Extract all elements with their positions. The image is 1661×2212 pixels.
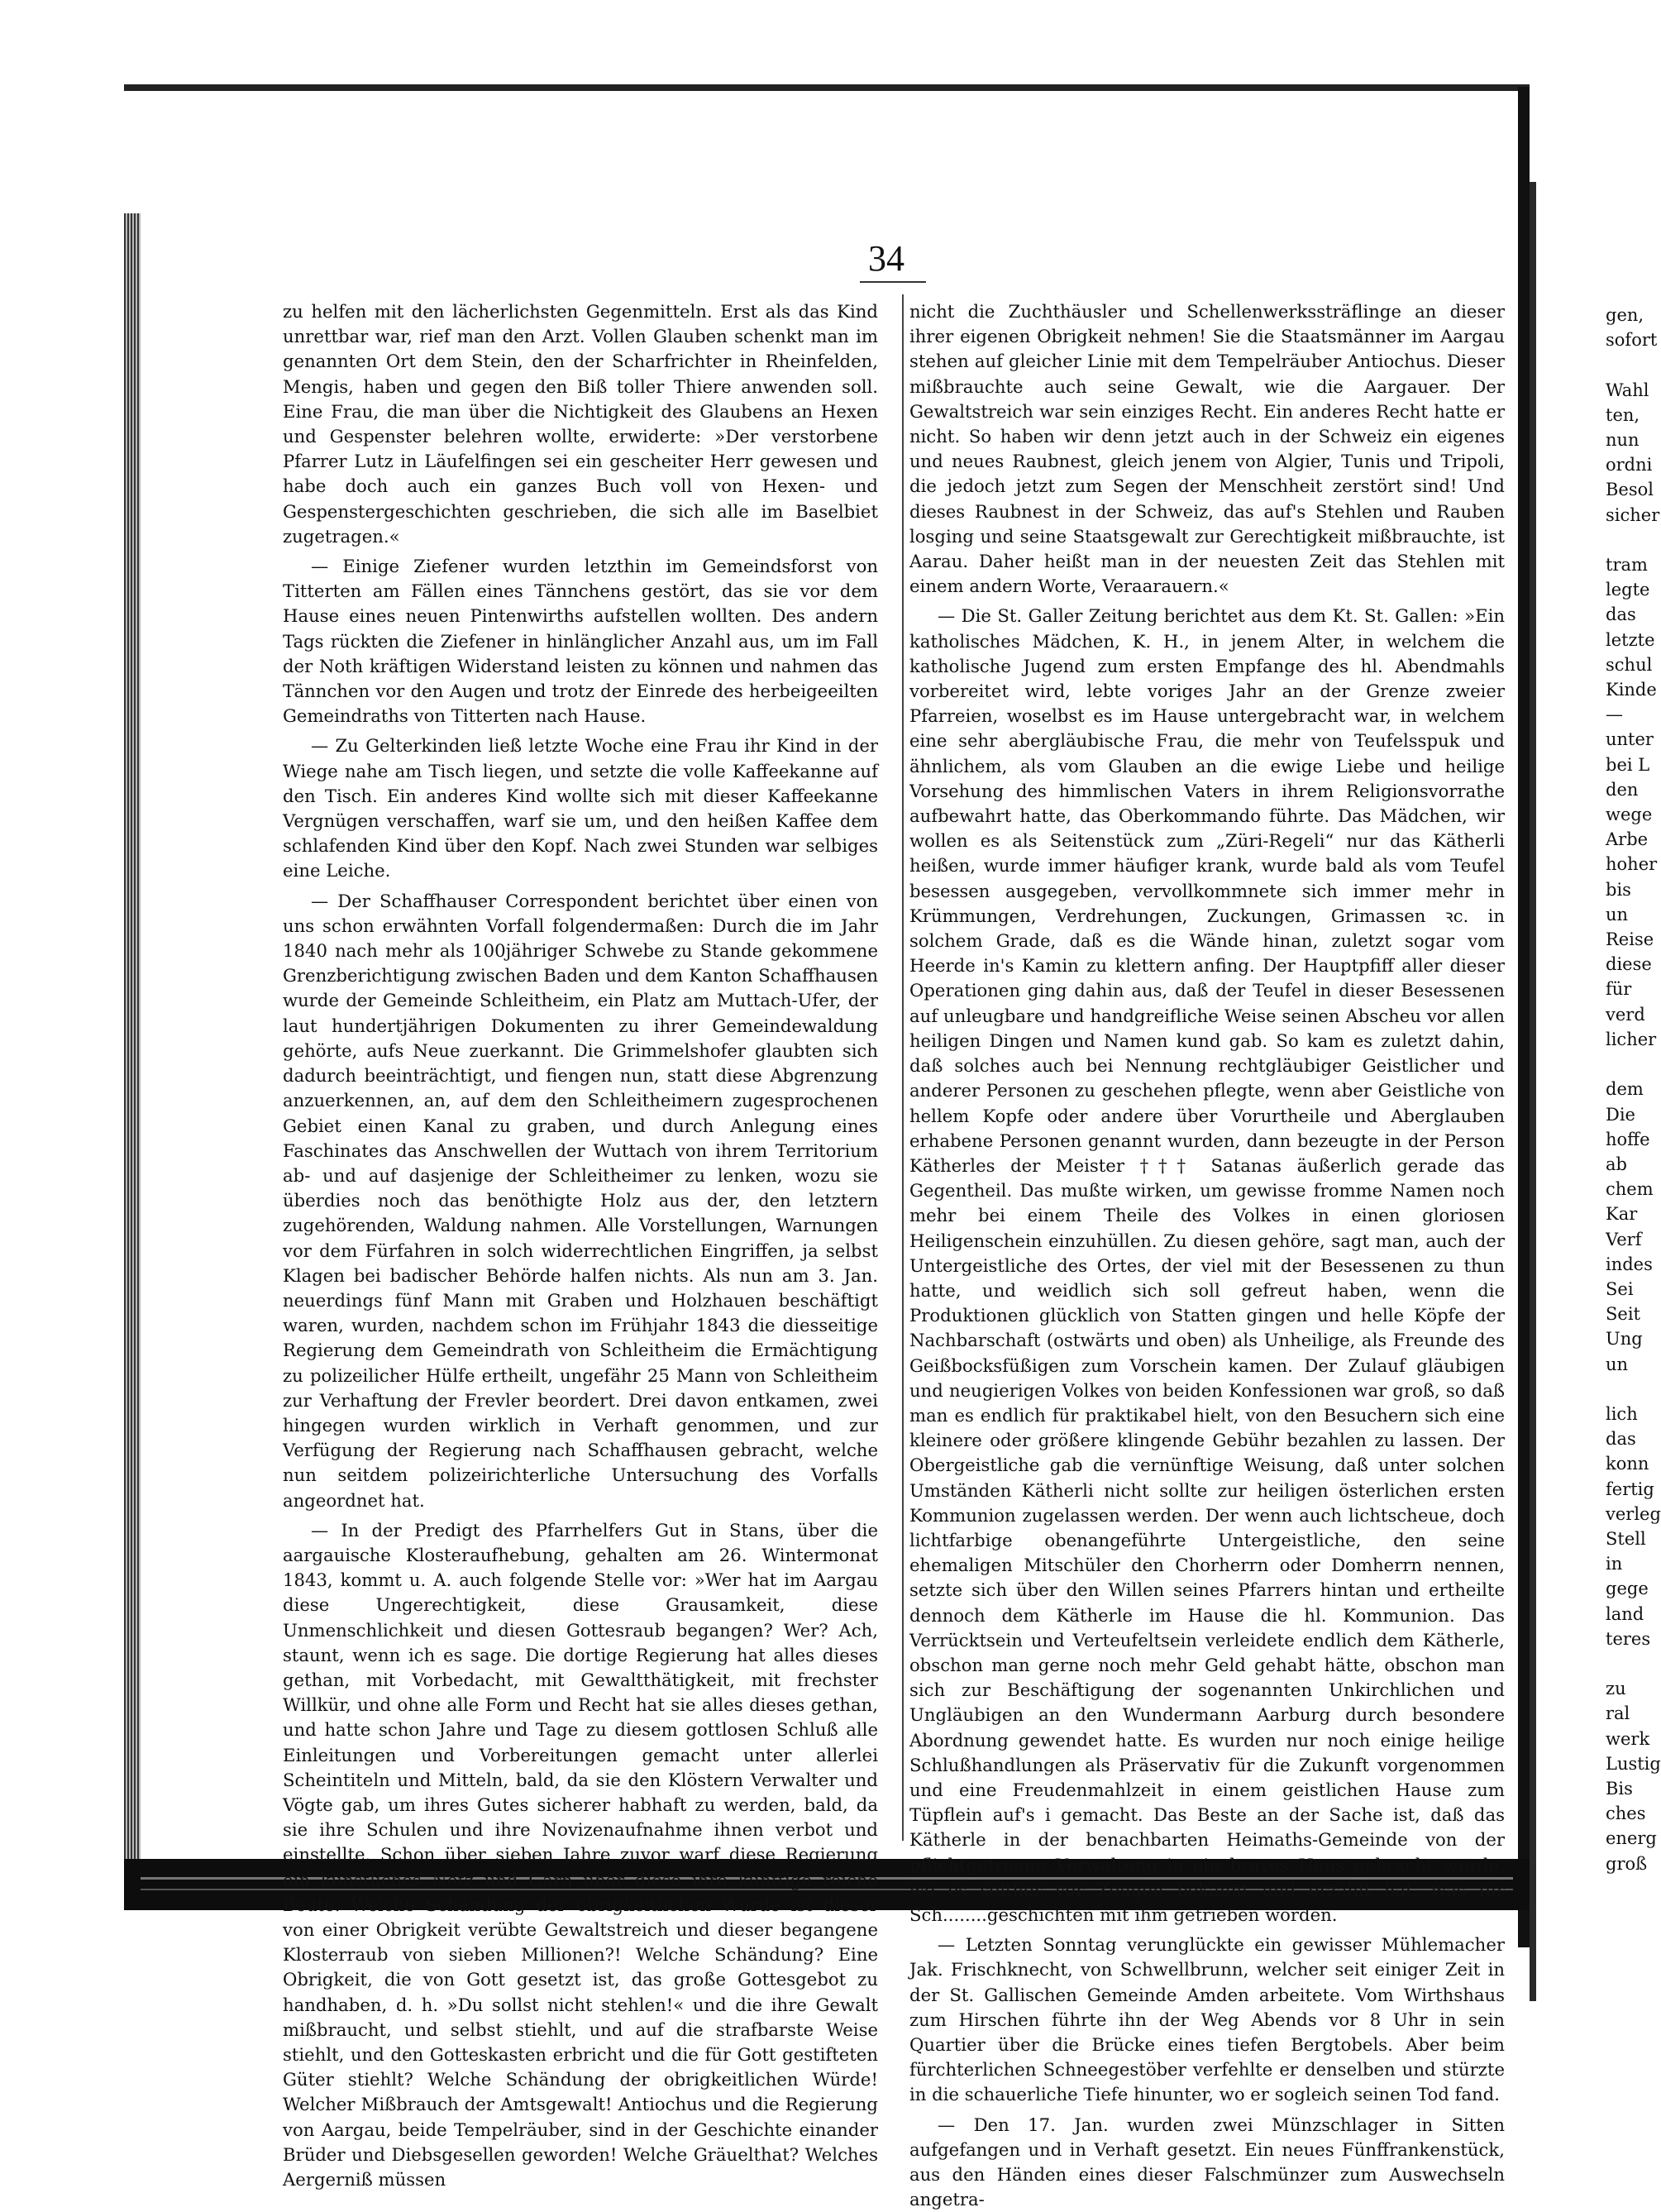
adjacent-page-fragment: Kinde — [1606, 680, 1657, 700]
adjacent-page-fragment: Lustig — [1606, 1753, 1661, 1774]
adjacent-page-fragment: Bis — [1606, 1778, 1633, 1799]
adjacent-page-fragment: letzte — [1606, 629, 1655, 650]
adjacent-page-fragment — [1606, 352, 1654, 377]
adjacent-page-fragment: wege — [1606, 805, 1653, 825]
adjacent-page-text — [1606, 303, 1661, 1876]
adjacent-page-fragment: sicher — [1606, 504, 1660, 525]
adjacent-page-fragment: schul — [1606, 654, 1653, 675]
adjacent-page-fragment: hoher — [1606, 854, 1658, 875]
adjacent-page-fragment: Sei — [1606, 1278, 1634, 1299]
adjacent-page-fragment: nun — [1606, 430, 1640, 451]
adjacent-page-fragment: ral — [1606, 1703, 1630, 1724]
adjacent-page-fragment: das — [1606, 604, 1636, 625]
adjacent-page-fragment: Seit — [1606, 1304, 1640, 1325]
adjacent-page-fragment: legte — [1606, 580, 1650, 600]
page-top-edge — [124, 84, 1530, 91]
adjacent-page-fragment: teres — [1606, 1628, 1651, 1649]
page-gutter-shadow — [1518, 87, 1530, 1947]
book-binding-edge — [124, 213, 141, 1859]
adjacent-page-fragment: werk — [1606, 1728, 1650, 1749]
article-paragraph: — Letzten Sonntag verunglückte ein gewisser Mühlemacher Jak. Frischknecht, von Schwellbrunn, welcher seit einiger Zeit in der St. Gallischen Gemeinde Amden arbeitete. Vom Wirthshaus zum Hirschen führte ihn der Weg Abends vor 8 Uhr in sein Quartier über die Brücke eines tiefen Bergtobels. Aber beim fürchterlichen Schneegestöber verfehlte er denselben und stürzte in die schauerliche Tiefe hinunter, wo er sogleich seinen Tod fand. — [909, 1934, 1505, 2105]
adjacent-page-fragment: Ung — [1606, 1329, 1643, 1350]
column-divider — [902, 294, 904, 1841]
adjacent-page-fragment: groß — [1606, 1853, 1648, 1874]
right-column — [909, 299, 1505, 2212]
adjacent-page-fragment: ordni — [1606, 455, 1653, 475]
left-column — [283, 299, 878, 2192]
article-paragraph: nicht die Zuchthäusler und Schellenwerkssträflinge an dieser ihrer eigenen Obrigkeit nehmen! Sie die Staatsmänner im Aargau stehen auf gleicher Linie mit dem Tempelräuber Antiochus. Dieser mißbrauchte auch seine Gewalt, wie die Aargauer. Der Gewaltstreich war sein einziges Recht. Ein anderes Recht hatte er nicht. So haben wir denn jetzt auch in der Schweiz ein eigenes und neues Raubnest, gleich jenem von Algier, Tunis und Tripoli, die jedoch jetzt zum Segen der Menschheit zerstört sind! Und dieses Raubnest in der Schweiz, das auf's Stehlen und Rauben losging und seine Staatsgewalt zur Gerechtigkeit mißbrauchte, ist Aarau. Daher heißt man in der neuesten Zeit das Stehlen mit einem andern Worte, Veraarauern.« — [909, 301, 1505, 597]
adjacent-page-fragment: verleg — [1606, 1503, 1661, 1524]
adjacent-page-fragment: un — [1606, 904, 1629, 924]
article-paragraph: — Den 17. Jan. wurden zwei Münzschlager in Sitten aufgefangen und in Verhaft gesetzt. Ein neues Fünffrankenstück, aus den Händen eines dieser Falschmünzer zum Auswechseln angetra- — [909, 2114, 1505, 2210]
adjacent-page-fragment: zu — [1606, 1679, 1626, 1699]
article-paragraph: — Zu Gelterkinden ließ letzte Woche eine Frau ihr Kind in der Wiege nahe am Tisch liegen, und setzte die volle Kaffeekanne auf den Tisch. Ein anderes Kind wollte sich mit dieser Kaffeekanne Vergnügen verschaffen, warf sie um, und den heißen Kaffee dem schlafenden Kind über den Kopf. Nach zwei Stunden war selbiges eine Leiche. — [283, 735, 878, 881]
page-number-rule — [860, 281, 926, 283]
adjacent-page-fragment: un — [1606, 1354, 1629, 1374]
adjacent-page-fragment: Besol — [1606, 480, 1654, 500]
page-number: 34 — [868, 238, 904, 279]
adjacent-page-fragment: tram — [1606, 555, 1648, 576]
adjacent-page-fragment: verd — [1606, 1004, 1645, 1025]
adjacent-page-fragment — [1606, 1377, 1654, 1402]
adjacent-page-fragment: Stell — [1606, 1528, 1646, 1549]
article-paragraph: zu helfen mit den lächerlichsten Gegenmitteln. Erst als das Kind unrettbar war, rief man den Arzt. Vollen Glauben schenkt man im genannten Ort dem Stein, den der Scharfrichter in Rheinfelden, Mengis, haben und gegen den Biß toller Thiere anwenden soll. Eine Frau, die man über die Nichtigkeit des Glaubens an Hexen und Gespenster belehren wollte, erwiderte: »Der verstorbene Pfarrer Lutz in Läufelfingen sei ein gescheiter Herr gewesen und habe doch auch ein ganzes Buch voll von Hexen- und Gespenstergeschichten geschrieben, die sich alle im Baselbiet zugetragen.« — [283, 301, 878, 547]
adjacent-page-fragment: sofort — [1606, 330, 1658, 351]
adjacent-page-fragment: bei L — [1606, 754, 1650, 775]
adjacent-page-fragment: fertig — [1606, 1479, 1654, 1499]
article-paragraph: — Der Schaffhauser Correspondent berichtet über einen von uns schon erwähnten Vorfall folgendermaßen: Durch die im Jahr 1840 nach mehr als 100jähriger Schwebe zu Stande gekommene Grenzberichtigung zwischen Baden und dem Kanton Schaffhausen wurde der Gemeinde Schleitheim, ein Platz am Muttach-Ufer, der laut hundertjährigen Dokumenten zu ihrer Gemeindewaldung gehörte, aufs Neue zuerkannt. Die Grimmelshofer glaubten sich dadurch beeinträchtigt, und fiengen nun, statt diese Abgrenzung anzuerkennen, an, auf dem den Schleitheimern zugesprochenen Gebiet einen Kanal zu graben, und durch Anlegung eines Faschinates das Anschwellen der Wuttach von ihrem Territorium ab- und auf dasjenige der Schleitheimer zu lenken, wozu sie überdies noch das benöthigte Holz aus der, den letztern zugehörenden, Waldung nahmen. Alle Vorstellungen, Warnungen vor dem Fürfahren in solch widerrechtlichen Eingriffen, ja selbst Klagen bei badischer Behörde halfen nichts. Als nun am 3. Jan. neuerdings fünf Mann mit Graben und Holzhauen beschäftigt waren, wurden, nachdem schon im Frühjahr 1843 die diesseitige Regierung dem Gemeindrath von Schleitheim die Ermächtigung zu polizeilicher Hülfe ertheilt, ungefähr 25 Mann von Schleitheim zur Verhaftung der Frevler beordert. Drei davon entkamen, zwei hingegen wurden wirklich in Verhaft genommen, und zur Verfügung der Regierung nach Schaffhausen gebracht, welche nun seitdem polizeirichterliche Untersuchung des Vorfalls angeordnet hat. — [283, 890, 878, 1511]
adjacent-page-fragment: indes — [1606, 1254, 1653, 1274]
adjacent-page-fragment: Verf — [1606, 1229, 1642, 1249]
adjacent-page-fragment: gen, — [1606, 305, 1644, 325]
adjacent-page-fragment: — — [1606, 705, 1623, 725]
adjacent-page-fragment: dem — [1606, 1079, 1644, 1100]
adjacent-page-fragment: licher — [1606, 1029, 1657, 1049]
article-paragraph: — In der Predigt des Pfarrhelfers Gut in Stans, über die aargauische Klosteraufhebung, gehalten am 26. Wintermonat 1843, kommt u. A. auch folgende Stelle vor: »Wer hat im Aargau diese Ungerechtigkeit, diese Grausamkeit, diese Unmenschlichkeit und diesen Gottesraub begangen? Wer? Ach, staunt, wenn ich es sage. Die dortige Regierung hat alles dieses gethan, mit Vorbedacht, mit Gewaltthätigkeit, mit frechster Willkür, und ohne alle Form und Recht hat sie alles dieses gethan, und hatte schon Jahre und Tage zu diesem gottlosen Schluß alle Einleitungen und Vorbereitungen gemacht unter allerlei Scheintiteln und Mitteln, bald, da sie den Klöstern Verwalter und Vögte gab, um ihres Gutes sicherer habhaft zu werden, bald, da sie ihre Schulen und ihre Novizenaufnahme ihnen verbot und einstellte. Schon über sieben Jahre zuvor warf diese Regierung ein künstliches Netz und Garn über diese ihre künftige reiche Beute. Welche Schändung der obrigkeitlichen Würde ist dieser von einer Obrigkeit verübte Gewaltstreich und dieser begangene Klosterraub von sieben Millionen?! Welche Schändung? Eine Obrigkeit, die von Gott gesetzt ist, das große Gottesgebot zu handhaben, d. h. »Du sollst nicht stehlen!« und die ihre Gewalt mißbraucht, und selbst stiehlt, und auf die strafbarste Weise stiehlt, und den Gotteskasten erbricht und die für Gott gestifteten Güter stiehlt? Welche Schändung der obrigkeitlichen Würde! Welcher Mißbrauch der Amtsgewalt! Antiochus und die Regierung von Aargau, beide Tempelräuber, sind in der Geschichte einander Brüder und Diebsgesellen geworden! Welche Gräuelthat? Welches Aergerniß müssen — [283, 1519, 878, 2191]
adjacent-page-fragment: lich — [1606, 1403, 1638, 1424]
adjacent-page-fragment — [1606, 1052, 1654, 1077]
adjacent-page-fragment: unter — [1606, 729, 1654, 750]
adjacent-page-fragment: konn — [1606, 1454, 1649, 1474]
adjacent-page-fragment: chem — [1606, 1179, 1654, 1200]
adjacent-page-fragment: energ — [1606, 1828, 1657, 1849]
article-paragraph: — Einige Ziefener wurden letzthin im Gemeindsforst von Titterten am Fällen eines Tännchens gestört, das sie vor dem Hause eines neuen Pintenwirths aufstellen wollten. Des andern Tags rückten die Ziefener in hinlänglicher Anzahl aus, um im Fall der Noth kräftigen Widerstand leisten zu können und nahmen das Tännchen vor den Augen und trotz der Einrede des herbeigeeilten Gemeindraths von Titterten nach Hause. — [283, 556, 878, 727]
adjacent-page-fragment: bis — [1606, 879, 1631, 900]
adjacent-page-fragment: land — [1606, 1603, 1644, 1624]
adjacent-page-fragment: Arbe — [1606, 829, 1649, 850]
adjacent-page-fragment: Reise — [1606, 929, 1654, 950]
adjacent-page-fragment: gege — [1606, 1579, 1649, 1599]
adjacent-page-fragment: ab — [1606, 1154, 1627, 1174]
adjacent-page-fragment: diese — [1606, 954, 1652, 975]
adjacent-page-fragment — [1606, 1651, 1654, 1676]
adjacent-page-fragment — [1606, 528, 1654, 552]
adjacent-page-fragment: ches — [1606, 1804, 1646, 1824]
adjacent-page-fragment: Wahl — [1606, 380, 1649, 400]
adjacent-page-fragment: für — [1606, 979, 1632, 1000]
adjacent-page-fragment: Die — [1606, 1104, 1635, 1125]
adjacent-page-fragment: in — [1606, 1554, 1623, 1574]
adjacent-page-fragment: hoffe — [1606, 1129, 1650, 1149]
article-paragraph: — Die St. Galler Zeitung berichtet aus dem Kt. St. Gallen: »Ein katholisches Mädchen, K. H., in jenem Alter, in welchem die katholische Jugend zum ersten Empfange des hl. Abendmahls vorbereitet wird, lebte voriges Jahr an der Grenze zweier Pfarreien, woselbst es im Hause untergebracht war, in welchem eine sehr abergläubische Frau, die mehr von Teufelsspuk und ähnlichem, als vom Glauben an die ewige Liebe und heilige Vorsehung des himmlischen Vaters in ihrem Religionsvorrathe aufbewahrt hatte, das Oberkommando führte. Das Mädchen, wir wollen es als Seitenstück zum „Züri-Regeli“ nur das Kätherli heißen, wurde immer häufiger krank, wurde bald als vom Teufel besessen ausgegeben, vervollkommnete sich immer mehr in Krümmungen, Verdrehungen, Zuckungen, Grimassen ꝛc. in solchem Grade, daß es die Wände hinan, zuletzt sogar vom Heerde in's Kamin zu klettern anfing. Der Hauptpfiff aller dieser Operationen ging dahin aus, daß der Teufel in dieser Besessenen auf unleugbare und handgreifliche Weise seinen Abscheu vor allen heiligen Dingen und Namen kund gab. So kam es zuletzt dahin, daß solches auch bei Nennung rechtgläubiger Geistlicher und anderer Personen zu geschehen pflegte, wenn aber Geistliche von hellem Kopfe oder andere über Vorurtheile und Aberglauben erhabene Personen genannt wurden, dann bezeugte in der Person Kätherles der Meister ††† Satanas äußerlich gerade das Gegentheil. Das mußte wirken, um gewisse fromme Namen noch mehr bei einem Theile des Volkes in einen gloriosen Heiligenschein einzuhüllen. Zu diesen gehöre, sagt man, auch der Untergeistliche des Ortes, der viel mit der Besessenen zu thun hatte, und weidlich sich soll gefreut haben, wenn die Produktionen glücklich von Statten gingen und helle Köpfe der Nachbarschaft (ostwärts und oben) als Unheilige, als Freunde des Geißbocksfüßigen zum Vorschein kamen. Der Zulauf gläubigen und neugierigen Volkes von beiden Konfessionen war groß, so daß man es endlich für praktikabel hielt, von den Besuchern sich eine kleinere oder größere klingende Gebühr bezahlen zu lassen. Der Obergeistliche gab die vernünftige Weisung, daß unter solchen Umständen Kätherli nicht sollte zur heiligen österlichen ersten Kommunion zugelassen werden. Der wenn auch lichtscheue, doch lichtfarbige obenangeführte Untergeistliche, den seine ehemaligen Mitschüler den Chorherrn oder Domherrn nennen, setzte sich über den Willen seines Pfarrers hintan und ertheilte dennoch dem Kätherle im Hause die hl. Kommunion. Das Verrücktsein und Verteufeltsein verleidete endlich dem Kätherle, obschon man gerne noch mehr Geld gehabt hätte, obschon man sich zur Beschäftigung der sogenannten Unkirchlichen und Ungläubigen an den Wundermann Aarburg durch besondere Abordnung gewendet hatte. Es wurden nur noch einige heilige Schlußhandlungen als Präservativ für die Zukunft vorgenommen und eine Freudenmahlzeit in einem geistlichen Hause zum Tüpflein auf's i gemacht. Das Beste an der Sache ist, daß das Kätherle in der benachbarten Heimaths-Gemeinde von der pflichtgetreuen Verwaltung in ein braves Haus gebracht wurde, wo es seither vor Zeugen bekannt und erzählt hat, was für Sch........geschichten mit ihm getrieben worden. — [909, 605, 1505, 1925]
adjacent-page-fragment: ten, — [1606, 404, 1640, 425]
adjacent-page-fragment: Kar — [1606, 1204, 1638, 1225]
adjacent-page-fragment: das — [1606, 1429, 1636, 1450]
adjacent-page-fragment: den — [1606, 779, 1639, 800]
